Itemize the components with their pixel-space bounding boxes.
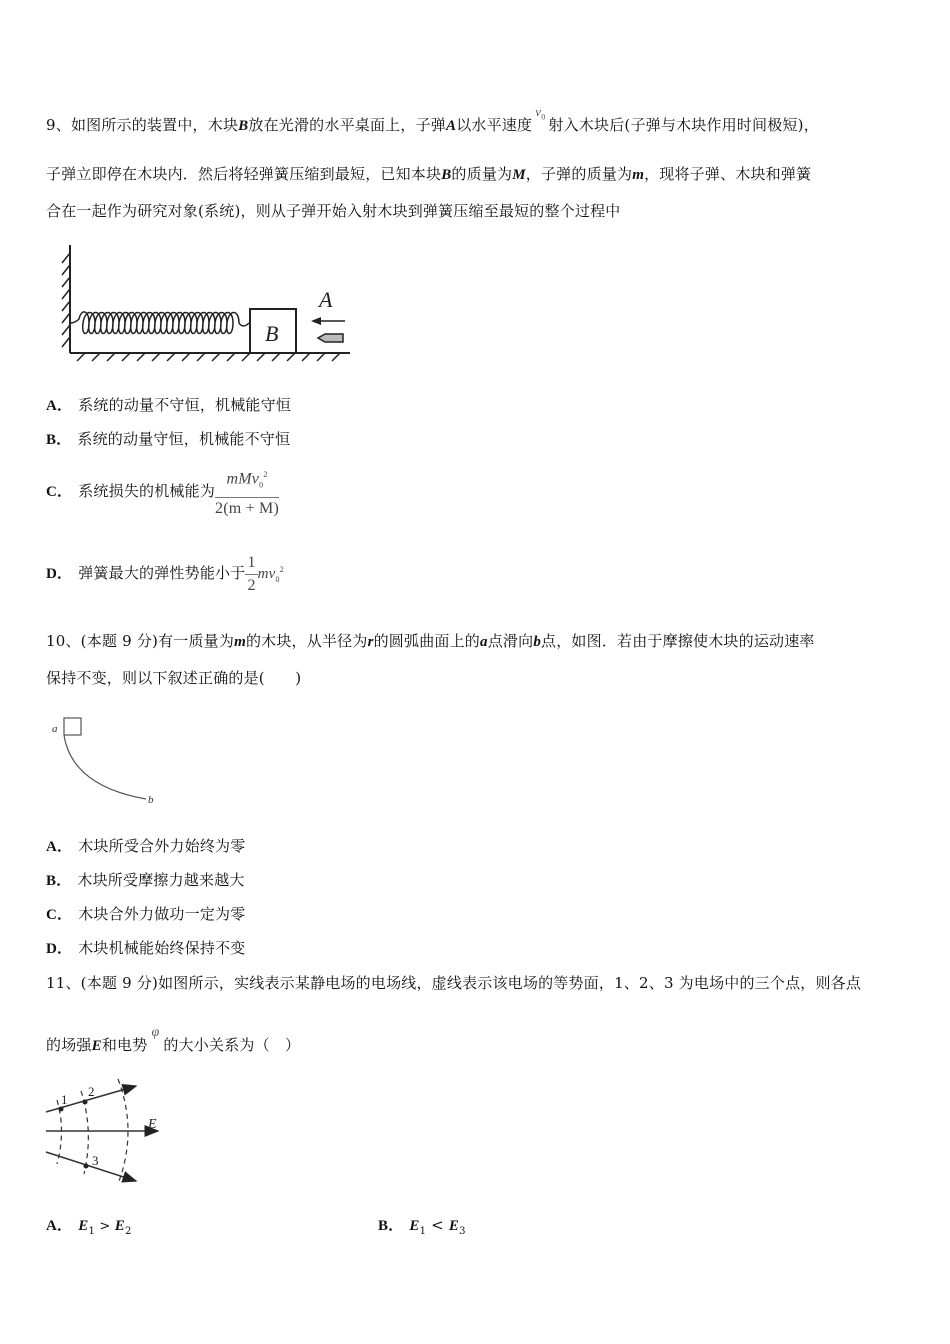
subscript: 1 — [419, 1226, 427, 1237]
option-label: A． — [46, 398, 73, 414]
operator: < — [426, 1216, 449, 1234]
q11-stem-line1: 11、(本题 9 分)如图所示，实线表示某静电场的电场线，虚线表示该电场的等势面，1、2、3 为电场中的三个点，则各点 — [46, 974, 862, 992]
text: 点，如图．若由于摩擦使木块的运动速率 — [541, 632, 815, 650]
text: 9、如图所示的装置中，木块 — [46, 116, 239, 134]
var-v0: $v_0$ — [535, 104, 546, 122]
option-label: B． — [378, 1218, 404, 1234]
var-E: E — [448, 1218, 460, 1234]
option-text: 弹簧最大的弹性势能小于 — [78, 564, 246, 582]
var-A: A — [445, 118, 457, 134]
text: 射入木块后(子弹与木块作用时间极短)， — [548, 116, 819, 134]
spring-block-figure — [55, 243, 355, 363]
option-text: 木块所受摩擦力越来越大 — [77, 871, 245, 889]
point-3-label: 3 — [92, 1153, 99, 1168]
option-text: 系统的动量守恒，机械能不守恒 — [77, 430, 291, 448]
text: 10、(本题 9 分)有一质量为 — [46, 632, 235, 650]
q9-option-a[interactable] — [46, 395, 291, 416]
text: ，子弹的质量为 — [525, 165, 633, 183]
q11-option-b[interactable] — [378, 1215, 466, 1242]
q10-option-c[interactable] — [46, 904, 245, 925]
q10-option-a[interactable] — [46, 836, 245, 857]
option-text: 木块合外力做功一定为零 — [78, 905, 246, 923]
point-1-label: 1 — [61, 1092, 68, 1107]
option-text: 系统的动量不守恒，机械能守恒 — [78, 396, 292, 414]
point-2-label: 2 — [88, 1084, 95, 1099]
var-b: b — [533, 634, 542, 650]
option-label: A． — [46, 1218, 73, 1234]
q9-stem-line1 — [46, 104, 819, 142]
q11-stem-line2 — [46, 1025, 301, 1057]
var-E: E — [78, 1218, 89, 1234]
q10-stem-line2: 保持不变，则以下叙述正确的是( ) — [46, 669, 302, 687]
option-label: A． — [46, 839, 73, 855]
formula-half: $\frac{1}{2}$ — [247, 553, 256, 594]
electric-field-figure — [44, 1074, 169, 1189]
option-label: D． — [46, 941, 73, 957]
text: 的质量为 — [451, 165, 513, 183]
text: 放在光滑的水平桌面上，子弹 — [248, 116, 446, 134]
text: 点滑向 — [487, 632, 534, 650]
q9-option-c[interactable] — [46, 464, 279, 520]
var-m: m — [632, 167, 645, 183]
var-m: m — [234, 634, 246, 650]
option-label: B． — [46, 432, 72, 448]
var-E: E — [409, 1218, 420, 1234]
var-r: r — [367, 634, 374, 650]
text: 的圆弧曲面上的 — [373, 632, 481, 650]
var-E: E — [91, 1038, 102, 1054]
option-label: C． — [46, 483, 73, 500]
arc-figure — [46, 712, 166, 812]
text: 的木块，从半径为 — [245, 632, 368, 650]
var-B: B — [238, 118, 249, 134]
q10-option-d[interactable] — [46, 938, 245, 959]
text: 的大小关系为（ ） — [163, 1036, 301, 1054]
var-M: M — [512, 167, 526, 183]
option-label: B． — [46, 873, 72, 889]
formula-mv0-squared: $mv_0^2$ — [257, 565, 284, 584]
option-label: D． — [46, 566, 73, 582]
q11-option-a[interactable] — [46, 1215, 132, 1242]
operator: > — [95, 1219, 115, 1234]
formula-lost-energy: $\frac{mMv_0^2}{2(m + M)}$ — [215, 464, 279, 520]
q9-stem-line3: 合在一起作为研究对象(系统)，则从子弹开始入射木块到弹簧压缩至最短的整个过程中 — [46, 202, 621, 220]
subscript: 1 — [88, 1226, 96, 1237]
option-text: 木块机械能始终保持不变 — [78, 939, 246, 957]
bullet-label: A — [319, 287, 333, 312]
option-text: 木块所受合外力始终为零 — [78, 837, 246, 855]
field-E-label: E — [148, 1117, 157, 1132]
var-B: B — [441, 167, 452, 183]
text: 和电势 — [101, 1036, 148, 1054]
q10-option-b[interactable] — [46, 870, 245, 891]
text: 以水平速度 — [456, 116, 533, 134]
option-text: 系统损失的机械能为 — [78, 481, 216, 500]
text: ，现将子弹、木块和弹簧 — [644, 165, 812, 183]
subscript: 2 — [125, 1226, 132, 1237]
var-E: E — [114, 1218, 125, 1234]
text: 的场强 — [46, 1036, 92, 1054]
option-label: C． — [46, 907, 73, 923]
point-a-label: a — [52, 723, 58, 735]
var-phi: φ — [151, 1025, 160, 1040]
block-label: B — [265, 321, 279, 346]
q9-stem-line2 — [46, 164, 811, 185]
point-b-label: b — [148, 794, 154, 806]
var-a: a — [480, 634, 488, 650]
q9-option-d[interactable] — [46, 546, 284, 604]
text: 子弹立即停在木块内．然后将轻弹簧压缩到最短，已知本块 — [46, 165, 442, 183]
q10-stem-line1 — [46, 631, 815, 652]
q9-option-b[interactable] — [46, 429, 290, 450]
subscript: 3 — [459, 1226, 466, 1237]
